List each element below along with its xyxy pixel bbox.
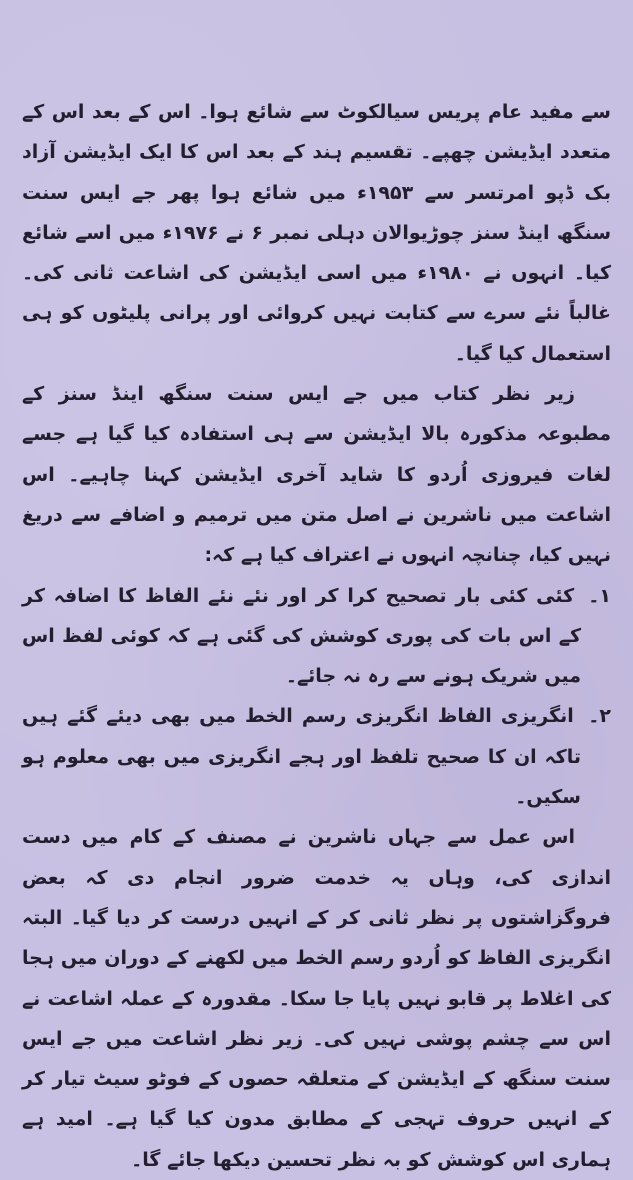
paragraph-3: اس عمل سے جہاں ناشرین نے مصنف کے کام میں دست اندازی کی، وہاں یہ خدمت ضرور انجام دی کہ بعض فروگزاشتوں پر نظر ثانی کر کے انہیں درست کر دیا گیا۔ البتہ انگریزی الفاظ کو اُردو رسم الخط میں لکھنے کے دوران میں ہجا کی اغلاط پر قابو نہیں پایا جا سکا۔ مقدورہ کے عملہ اشاعت نے اس سے چشم پوشی نہیں کی۔ زیر نظر اشاعت میں جے ایس سنت سنگھ کے ایڈیشن کے متعلقہ حصوں کے فوٹو سیٹ تیار کر کے انہیں حروف تہجی کے مطابق مدون کیا گیا ہے۔ امید ہے ہماری اس کوشش کو بہ نظر تحسین دیکھا جائے گا۔ <box>22 826 611 1171</box>
list-item-text: انگریزی الفاظ انگریزی رسم الخط میں بھی دیئے گئے ہیں تاکہ ان کا صحیح تلفظ اور ہجے انگریزی میں بھی معلوم ہو سکیں۔ <box>22 705 581 809</box>
paragraph-2: زیر نظر کتاب میں جے ایس سنت سنگھ اینڈ سنز کے مطبوعہ مذکورہ بالا ایڈیشن سے ہی استفادہ کیا گیا ہے جسے لغات فیروزی اُردو کا شاید آخری ایڈیشن کہنا چاہیے۔ اس اشاعت میں ناشرین نے اصل متن میں ترمیم و اضافے سے دریغ نہیں کیا، چنانچہ انہوں نے اعتراف کیا ہے کہ: <box>22 383 611 567</box>
list-item-number: ۲۔ <box>588 705 611 728</box>
list-item-number: ۱۔ <box>588 584 611 607</box>
list-item-1 <box>22 576 611 697</box>
document-body <box>22 92 611 1180</box>
list-item-text: کئی کئی بار تصحیح کرا کر اور نئے نئے الفاظ کا اضافہ کر کے اس بات کی پوری کوشش کی گئی ہے کہ کوئی لفظ اس میں شریک ہونے سے رہ نہ جائے۔ <box>22 584 581 688</box>
list-item-2 <box>22 696 611 817</box>
paragraph-1: سے مفید عام پریس سیالکوٹ سے شائع ہوا۔ اس کے بعد اس کے متعدد ایڈیشن چھپے۔ تقسیم ہند کے بعد اس کا ایک ایڈیشن آزاد بک ڈپو امرتسر سے ۱۹۵۳ء میں شائع ہوا پھر جے ایس سنت سنگھ اینڈ سنز چوڑیوالان دہلی نمبر ۶ نے ۱۹۷۶ء میں اسے شائع کیا۔ انہوں نے ۱۹۸۰ء میں اسی ایڈیشن کی اشاعت ثانی کی۔ غالباً نئے سرے سے کتابت نہیں کروائی اور پرانی پلیٹوں کو ہی استعمال کیا گیا۔ <box>22 101 612 365</box>
